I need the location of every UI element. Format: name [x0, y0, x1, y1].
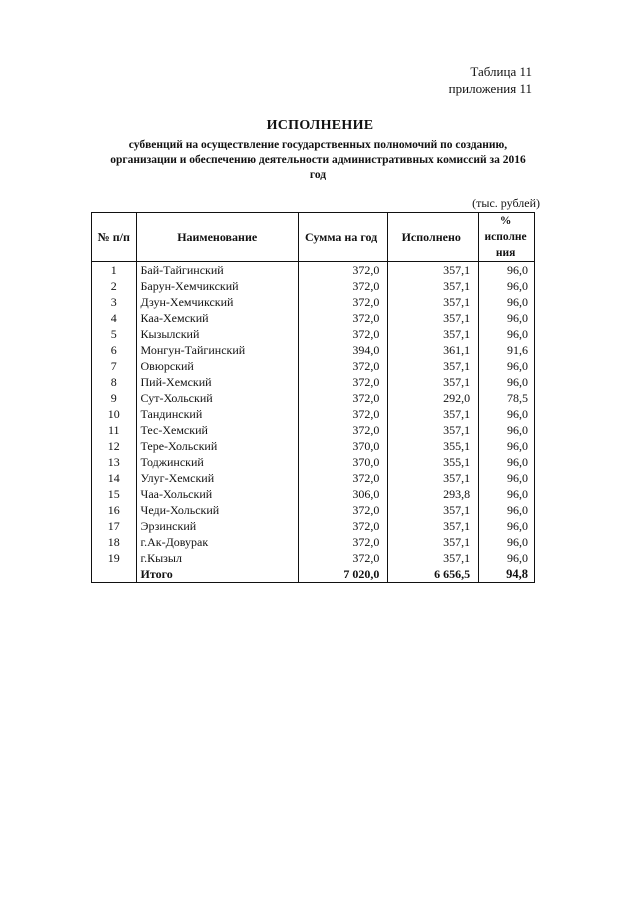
header-name: Наименование: [136, 213, 298, 262]
row-num: 4: [92, 310, 137, 326]
row-sum: 372,0: [298, 278, 387, 294]
row-done: 292,0: [388, 390, 479, 406]
row-name: Овюрский: [136, 358, 298, 374]
row-pct: 96,0: [479, 486, 535, 502]
row-name: Монгун-Тайгинский: [136, 342, 298, 358]
row-pct: 91,6: [479, 342, 535, 358]
row-num: 7: [92, 358, 137, 374]
row-num: 2: [92, 278, 137, 294]
table-row: [92, 422, 535, 438]
table-header-row: [92, 213, 535, 262]
row-num: 18: [92, 534, 137, 550]
table-row: [92, 262, 535, 279]
row-done: 293,8: [388, 486, 479, 502]
row-name: Кызылский: [136, 326, 298, 342]
table-row: [92, 310, 535, 326]
row-done: 357,1: [388, 422, 479, 438]
row-sum: 370,0: [298, 454, 387, 470]
row-done: 357,1: [388, 326, 479, 342]
row-num: 14: [92, 470, 137, 486]
row-sum: 306,0: [298, 486, 387, 502]
row-pct: 96,0: [479, 374, 535, 390]
header-done: Исполнено: [388, 213, 479, 262]
row-sum: 372,0: [298, 294, 387, 310]
row-pct: 96,0: [479, 438, 535, 454]
row-num: 13: [92, 454, 137, 470]
table-total-row: [92, 566, 535, 583]
row-num: 8: [92, 374, 137, 390]
row-done: 357,1: [388, 374, 479, 390]
header-pct-line1: %: [499, 215, 512, 227]
row-num: 3: [92, 294, 137, 310]
table-row: [92, 486, 535, 502]
header-pct: [479, 213, 535, 262]
header-sum: Сумма на год: [298, 213, 387, 262]
row-num: 10: [92, 406, 137, 422]
row-sum: 372,0: [298, 310, 387, 326]
row-sum: 372,0: [298, 326, 387, 342]
row-done: 357,1: [388, 550, 479, 566]
row-pct: 96,0: [479, 294, 535, 310]
row-pct: 96,0: [479, 470, 535, 486]
row-sum: 370,0: [298, 438, 387, 454]
document-title: ИСПОЛНЕНИЕ: [266, 118, 374, 133]
row-name: Бай-Тайгинский: [136, 262, 298, 279]
row-pct: 96,0: [479, 262, 535, 279]
row-num: 9: [92, 390, 137, 406]
table-row: [92, 342, 535, 358]
row-done: 357,1: [388, 518, 479, 534]
row-name: Улуг-Хемский: [136, 470, 298, 486]
document-subtitle: [100, 138, 536, 183]
row-pct: 96,0: [479, 422, 535, 438]
table-row: [92, 390, 535, 406]
row-sum: 372,0: [298, 534, 387, 550]
row-name: г.Ак-Довурак: [136, 534, 298, 550]
table-row: [92, 534, 535, 550]
total-num: [92, 566, 137, 583]
table-body: [92, 262, 535, 583]
row-pct: 96,0: [479, 454, 535, 470]
header-num: № п/п: [92, 213, 137, 262]
row-name: Чаа-Хольский: [136, 486, 298, 502]
row-name: Каа-Хемский: [136, 310, 298, 326]
row-sum: 372,0: [298, 518, 387, 534]
table-row: [92, 438, 535, 454]
row-pct: 96,0: [479, 310, 535, 326]
row-sum: 372,0: [298, 470, 387, 486]
total-pct: 94,8: [479, 566, 535, 583]
table-row: [92, 454, 535, 470]
row-pct: 96,0: [479, 550, 535, 566]
row-num: 12: [92, 438, 137, 454]
row-name: Тандинский: [136, 406, 298, 422]
table-row: [92, 278, 535, 294]
table-reference: [449, 63, 532, 97]
row-done: 357,1: [388, 502, 479, 518]
row-pct: 96,0: [479, 518, 535, 534]
row-name: Чеди-Хольский: [136, 502, 298, 518]
row-name: Дзун-Хемчикский: [136, 294, 298, 310]
row-num: 1: [92, 262, 137, 279]
row-sum: 372,0: [298, 422, 387, 438]
row-num: 5: [92, 326, 137, 342]
row-done: 361,1: [388, 342, 479, 358]
units-label: (тыс. рублей): [472, 196, 540, 210]
row-pct: 96,0: [479, 502, 535, 518]
total-sum: 7 020,0: [298, 566, 387, 583]
row-sum: 372,0: [298, 262, 387, 279]
row-num: 15: [92, 486, 137, 502]
table-ref-line1: Таблица 11: [470, 64, 532, 79]
row-done: 355,1: [388, 438, 479, 454]
row-done: 357,1: [388, 406, 479, 422]
row-num: 16: [92, 502, 137, 518]
row-done: 357,1: [388, 534, 479, 550]
table-ref-line2: приложения 11: [448, 81, 532, 96]
total-done: 6 656,5: [388, 566, 479, 583]
row-sum: 372,0: [298, 550, 387, 566]
row-num: 6: [92, 342, 137, 358]
row-sum: 394,0: [298, 342, 387, 358]
table-row: [92, 358, 535, 374]
row-done: 357,1: [388, 470, 479, 486]
row-done: 357,1: [388, 294, 479, 310]
row-done: 357,1: [388, 278, 479, 294]
row-num: 17: [92, 518, 137, 534]
row-name: Сут-Хольский: [136, 390, 298, 406]
table-row: [92, 550, 535, 566]
row-pct: 96,0: [479, 406, 535, 422]
row-num: 11: [92, 422, 137, 438]
row-sum: 372,0: [298, 406, 387, 422]
row-pct: 96,0: [479, 358, 535, 374]
row-sum: 372,0: [298, 502, 387, 518]
row-done: 357,1: [388, 310, 479, 326]
table-row: [92, 374, 535, 390]
table-row: [92, 470, 535, 486]
subtitle-line1: субвенций на осуществление государственных полномочий по созданию,: [128, 139, 508, 151]
row-pct: 96,0: [479, 278, 535, 294]
row-sum: 372,0: [298, 374, 387, 390]
table-row: [92, 518, 535, 534]
table-row: [92, 294, 535, 310]
row-num: 19: [92, 550, 137, 566]
row-sum: 372,0: [298, 358, 387, 374]
row-sum: 372,0: [298, 390, 387, 406]
table-row: [92, 502, 535, 518]
header-pct-line3: ния: [495, 247, 516, 259]
table-row: [92, 326, 535, 342]
subtitle-line3: год: [309, 169, 327, 181]
total-name: Итого: [136, 566, 298, 583]
row-done: 357,1: [388, 262, 479, 279]
row-pct: 96,0: [479, 326, 535, 342]
row-done: 355,1: [388, 454, 479, 470]
row-name: Эрзинский: [136, 518, 298, 534]
row-name: Пий-Хемский: [136, 374, 298, 390]
subtitle-line2: организации и обеспечению деятельности административных комиссий за 2016: [110, 154, 526, 166]
row-pct: 96,0: [479, 534, 535, 550]
row-name: Тоджинский: [136, 454, 298, 470]
row-name: Тере-Хольский: [136, 438, 298, 454]
execution-table: [91, 212, 535, 583]
row-name: Барун-Хемчикский: [136, 278, 298, 294]
row-done: 357,1: [388, 358, 479, 374]
table-row: [92, 406, 535, 422]
row-pct: 78,5: [479, 390, 535, 406]
row-name: г.Кызыл: [136, 550, 298, 566]
row-name: Тес-Хемский: [136, 422, 298, 438]
header-pct-line2: исполне: [484, 231, 527, 243]
